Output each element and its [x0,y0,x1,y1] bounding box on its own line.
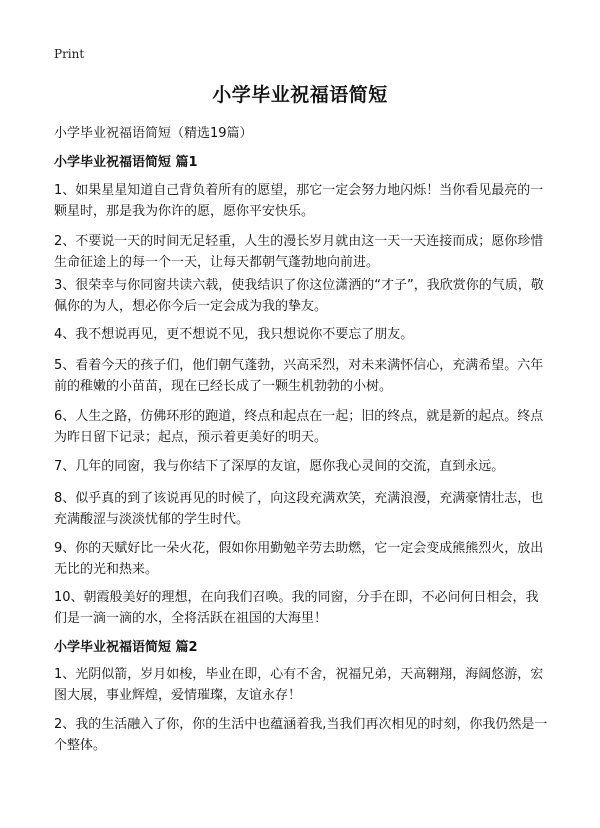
paragraph: 3、很荣幸与你同窗共读六载，使我结识了你这位潇洒的“才子”，我欣赏你的气质，敬佩你的为人，想必你今后一定会成为我的挚友。 [54,278,544,314]
paragraph: 2、我的生活融入了你，你的生活中也蕴涵着我,当我们再次相见的时刻，你我仍然是一个整体。 [54,717,548,753]
paragraph: 4、我不想说再见，更不想说不见，我只想说你不要忘了朋友。 [54,327,414,342]
print-link[interactable]: Print [54,47,85,61]
document-subtitle: 小学毕业祝福语简短（精选19篇） [54,126,253,141]
paragraph: 7、几年的同窗，我与你结下了深厚的友谊，愿你我心灵间的交流，直到永远。 [54,459,505,474]
paragraph: 9、你的天赋好比一朵火花，假如你用勤勉辛劳去助燃，它一定会变成熊熊烈火，放出无比的光和热来。 [54,541,544,577]
paragraph: 6、人生之路，仿佛环形的跑道，终点和起点在一起；旧的终点，就是新的起点。终点为昨日留下记录；起点，预示着更美好的明天。 [54,409,544,445]
paragraph: 10、朝霞般美好的理想，在向我们召唤。我的同窗，分手在即，不必问何日相会，我们是一滴一滴的水，全将活跃在祖国的大海里！ [54,590,539,626]
page-title: 小学毕业祝福语简短 [212,84,388,106]
paragraph: 8、似乎真的到了该说再见的时候了，向这段充满欢笑，充满浪漫，充满豪情壮志，也充满酸涩与淡淡忧郁的学生时代。 [54,491,544,527]
paragraph: 1、光阴似箭，岁月如梭，毕业在即，心有不舍，祝福兄弟，天高翱翔，海阔悠游，宏图大展，事业辉煌，爱情璀璨，友谊永存！ [54,667,544,703]
section-heading: 小学毕业祝福语简短 篇2 [54,640,198,655]
section-heading: 小学毕业祝福语简短 篇1 [54,155,198,170]
paragraph: 2、不要说一天的时间无足轻重，人生的漫长岁月就由这一天一天连接而成；愿你珍惜生命征途上的每一个一天，让每天都朝气蓬勃地向前进。 [54,234,544,270]
paragraph: 5、看着今天的孩子们，他们朝气蓬勃，兴高采烈，对未来满怀信心，充满希望。六年前的稚嫩的小苗苗，现在已经长成了一颗生机勃勃的小树。 [54,358,544,394]
paragraph: 1、如果星星知道自己背负着所有的愿望，那它一定会努力地闪烁！当你看见最亮的一颗星时，那是我为你许的愿，愿你平安快乐。 [54,183,544,219]
